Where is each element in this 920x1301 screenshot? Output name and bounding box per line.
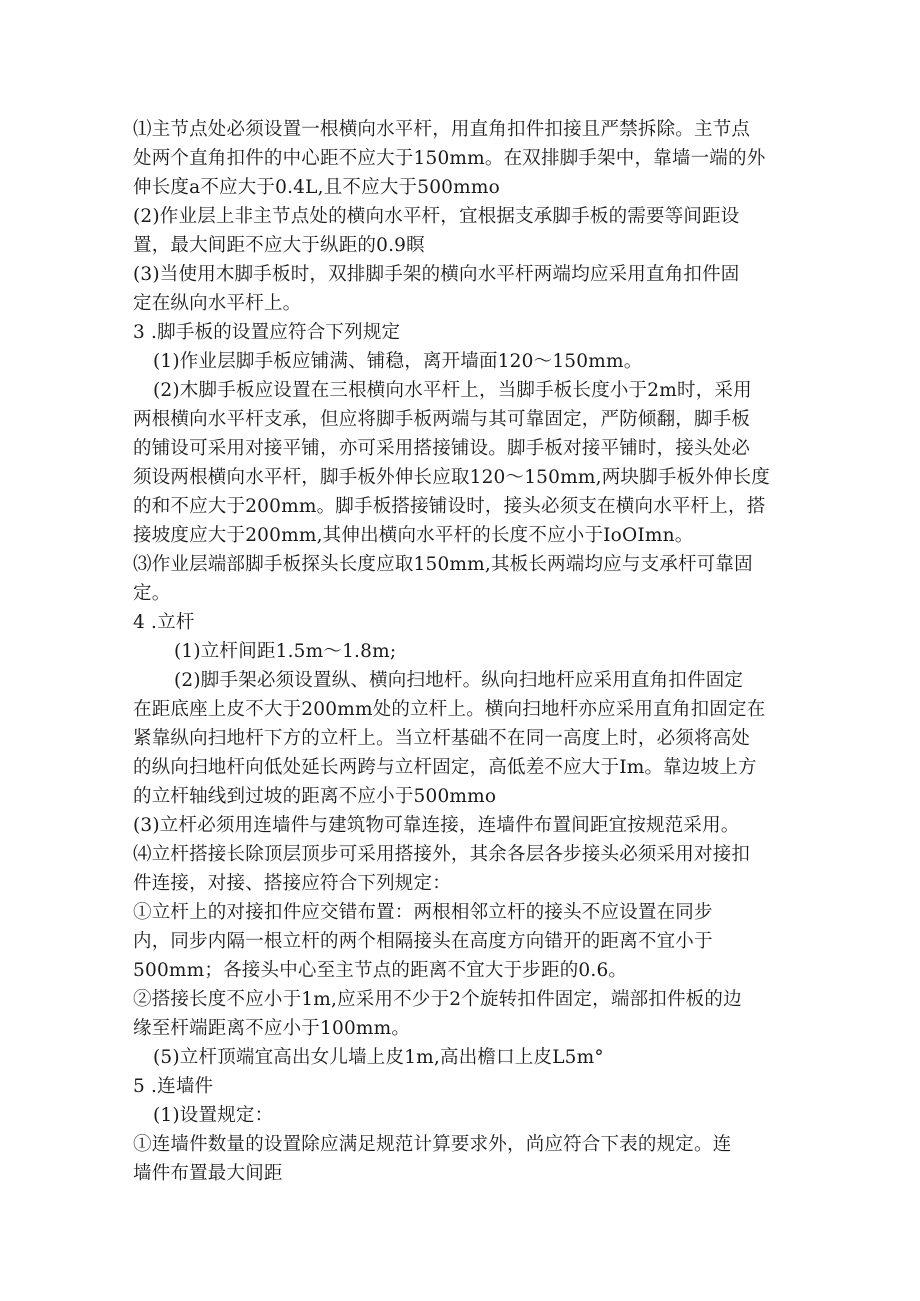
- text-line-17: 定。: [133, 583, 171, 604]
- text-line-23: 的纵向扫地杆向低处延长两跨与立杆固定，高低差不应大于Im。靠边坡上方: [133, 757, 757, 778]
- text-line-6: (3)当使用木脚手板时，双排脚手架的横向水平杆两端均应采用直角扣件固: [133, 264, 740, 285]
- text-line-27: 件连接，对接、搭接应符合下列规定：: [133, 873, 451, 894]
- text-line-7: 定在纵向水平杆上。: [133, 293, 302, 314]
- text-line-26: ⑷立杆搭接长除顶层顶步可采用搭接外，其余各层各步接头必须采用对接扣: [133, 844, 751, 865]
- text-line-11: 两根横向水平杆支承，但应将脚手板两端与其可靠固定，严防倾翻，脚手板: [133, 409, 751, 430]
- text-line-2: 处两个直角扣件的中心距不应大于150mm。在双排脚手架中，靠墙一端的外: [133, 148, 766, 169]
- text-line-29: 内，同步内隔一根立杆的两个相隔接头在高度方向错开的距离不宜小于: [133, 931, 713, 952]
- text-line-21: 在距底座上皮不大于200mm处的立杆上。横向扫地杆亦应采用直角扣固定在: [133, 699, 766, 720]
- section-heading-4: 4 .立杆: [133, 612, 195, 633]
- text-line-10: (2)木脚手板应设置在三根横向水平杆上，当脚手板长度小于2m时，采用: [153, 380, 752, 401]
- text-line-20: (2)脚手架必须设置纵、横向扫地杆。纵向扫地杆应采用直角扣件固定: [174, 670, 744, 691]
- text-line-5: 置，最大间距不应大于纵距的0.9瞑: [133, 235, 425, 256]
- text-line-31: ②搭接长度不应小于1m,应采用不少于2个旋转扣件固定，端部扣件板的边: [133, 989, 742, 1010]
- text-line-24: 的立杆轴线到过坡的距离不应小于500mmo: [133, 786, 497, 807]
- text-line-37: 墙件布置最大间距: [133, 1163, 283, 1184]
- text-line-15: 接坡度应大于200mm,其伸出横向水平杆的长度不应小于IoOImn。: [133, 525, 694, 546]
- text-line-9: (1)作业层脚手板应铺满、铺稳，离开墙面120～150mm。: [153, 351, 643, 372]
- text-line-36: ①连墙件数量的设置除应满足规范计算要求外，尚应符合下表的规定。连: [133, 1134, 732, 1155]
- text-line-33: (5)立杆顶端宜高出女儿墙上皮1m,高出檐口上皮L5m°: [153, 1047, 604, 1068]
- text-line-28: ①立杆上的对接扣件应交错布置：两根相邻立杆的接头不应设置在同步: [133, 902, 713, 923]
- text-line-19: (1)立杆间距1.5m～1.8m;: [174, 641, 397, 662]
- section-heading-5: 5 .连墙件: [133, 1076, 214, 1097]
- text-line-13: 须设两根横向水平杆，脚手板外伸长应取120～150mm,两块脚手板外伸长度: [133, 467, 770, 488]
- text-line-3: 伸长度a不应大于0.4L,且不应大于500mmo: [133, 177, 500, 198]
- text-line-16: ⑶作业层端部脚手板探头长度应取150mm,其板长两端均应与支承杆可靠固: [133, 554, 753, 575]
- text-line-14: 的和不应大于200mm。脚手板搭接铺设时，接头必须支在横向水平杆上，搭: [133, 496, 766, 517]
- text-line-12: 的铺设可采用对接平铺，亦可采用搭接铺设。脚手板对接平铺时，接头处必: [133, 438, 751, 459]
- section-heading-3: 3 .脚手板的设置应符合下列规定: [133, 322, 401, 343]
- text-line-1: ⑴主节点处必须设置一根横向水平杆，用直角扣件扣接且严禁拆除。主节点: [133, 119, 751, 140]
- text-line-25: (3)立杆必须用连墙件与建筑物可靠连接，连墙件布置间距宜按规范采用。: [133, 815, 740, 836]
- text-line-32: 缘至杆端距离不应小于100mm。: [133, 1018, 411, 1039]
- text-line-4: (2)作业层上非主节点处的横向水平杆，宜根据支承脚手板的需要等间距设: [133, 206, 740, 227]
- text-line-22: 紧靠纵向扫地杆下方的立杆上。当立杆基础不在同一高度上时，必须将高处: [133, 728, 751, 749]
- text-line-35: (1)设置规定：: [153, 1105, 274, 1126]
- text-line-30: 500mm；各接头中心至主节点的距离不宜大于步距的0.6。: [133, 960, 628, 981]
